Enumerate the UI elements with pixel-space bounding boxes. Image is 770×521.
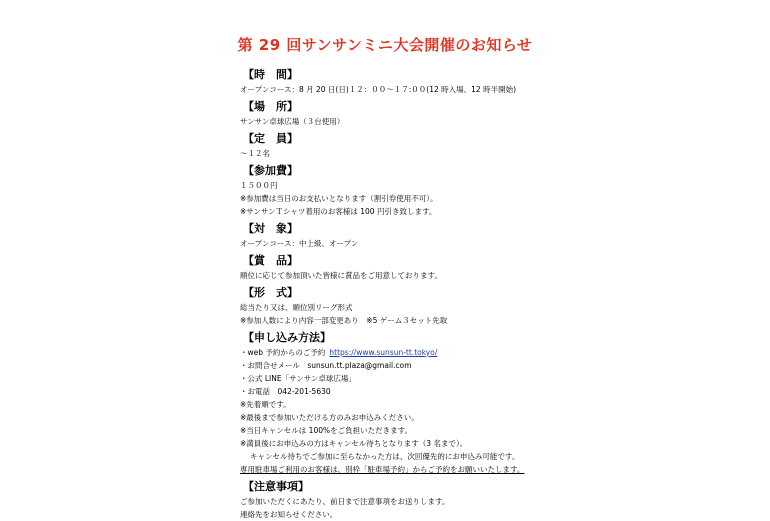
announcement-body — [240, 66, 720, 521]
apply-note-waitlist: ※満員後にお申込みの方はキャンセル待ちとなります（3 名まで）。 — [240, 439, 468, 448]
heading-format: 【形 式】 — [243, 286, 298, 299]
heading-place: 【場 所】 — [243, 100, 298, 113]
heading-capacity: 【定 員】 — [243, 132, 298, 145]
heading-apply: 【申し込み方法】 — [243, 331, 331, 344]
apply-note-full-attendance: ※最後まで参加いただける方のみお申込みください。 — [240, 413, 419, 422]
capacity-line: ～１２名 — [240, 149, 270, 158]
apply-phone: ・お電話 042-201-5630 — [240, 387, 331, 396]
notice-line-1: ご参加いただくにあたり、前日まで注意事項をお送りします。 — [240, 497, 450, 506]
place-line: サンサン卓球広場（３台使用） — [240, 117, 345, 126]
heading-fee: 【参加費】 — [243, 164, 298, 177]
target-line: オープンコース：中上級、オープン — [240, 239, 359, 248]
prize-line: 順位に応じて参加頂いた皆様に賞品をご用意しております。 — [240, 271, 442, 280]
time-line: オープンコース：8 月 20 日(日)１２：００～１７:００(12 時入場、12 時半開始) — [240, 85, 517, 94]
apply-parking-note: 専用駐車場ご利用のお客様は、別枠「駐車場予約」からご予約をお願いいたします。 — [240, 465, 525, 474]
page-title: 第 29 回サンサンミニ大会開催のお知らせ — [237, 36, 533, 54]
format-line: 総当たり又は、順位別リーグ形式 — [240, 303, 353, 312]
apply-waitlist-priority: キャンセル待ちでご参加に至らなかった方は、次回優先的にお申込み可能です。 — [250, 452, 520, 461]
apply-note-cancel-fee: ※当日キャンセルは 100%をご負担いただきます。 — [240, 426, 413, 435]
fee-note-payment: ※参加費は当日のお支払いとなります（割引券使用不可）。 — [240, 194, 438, 203]
heading-target: 【対 象】 — [243, 222, 298, 235]
apply-email: ・お問合せメール sunsun.tt.plaza@gmail.com — [240, 361, 412, 370]
format-note: ※参加人数により内容一部変更あり ※5 ゲーム３セット先取 — [240, 316, 448, 325]
notice-line-2: 連絡先をお知らせください。 — [240, 510, 338, 519]
apply-note-first-come: ※先着順です。 — [240, 400, 291, 409]
apply-line: ・公式 LINE「サンサン卓球広場」 — [240, 374, 356, 383]
heading-prize: 【賞 品】 — [243, 254, 298, 267]
fee-amount: １５００円 — [240, 181, 278, 190]
heading-notice: 【注意事項】 — [243, 480, 309, 493]
heading-time: 【時 間】 — [243, 68, 298, 81]
fee-note-tshirt: ※サンサンＴシャツ着用のお客様は 100 円引き致します。 — [240, 207, 437, 216]
apply-web-label: ・web 予約からのご予約 — [240, 348, 326, 357]
apply-web — [240, 346, 720, 359]
reservation-link[interactable]: https://www.sunsun-tt.tokyo/ — [329, 348, 438, 357]
